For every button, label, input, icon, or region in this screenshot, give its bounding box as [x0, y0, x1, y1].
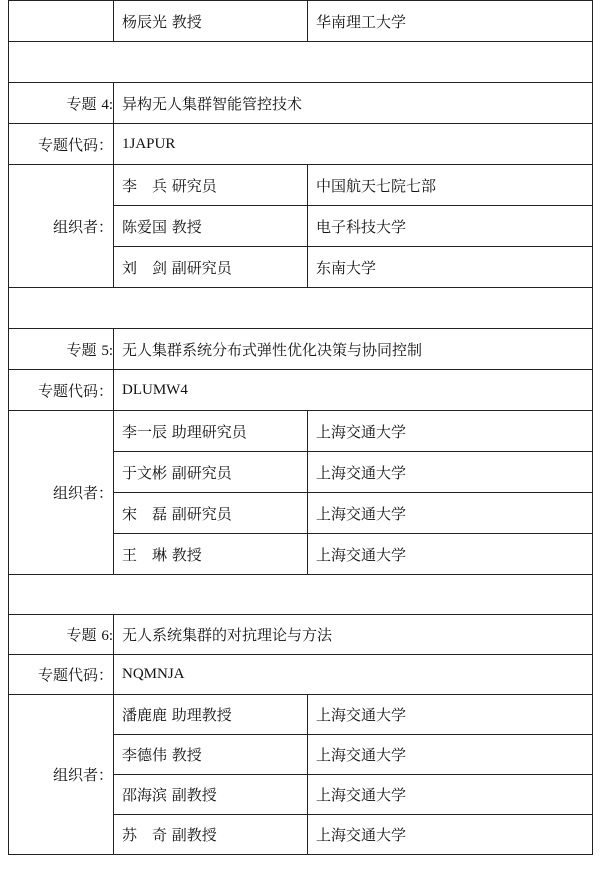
organizer-person: 于文彬 副研究员 — [114, 452, 308, 493]
organizer-org: 中国航天七院七部 — [308, 165, 593, 206]
organizer-table — [8, 0, 593, 855]
organizer-org: 电子科技大学 — [308, 206, 593, 247]
organizer-org: 华南理工大学 — [308, 1, 593, 42]
organizer-person: 王 琳 教授 — [114, 534, 308, 575]
organizer-org: 上海交通大学 — [308, 493, 593, 534]
organizer-person: 杨辰光 教授 — [114, 1, 308, 42]
topic-code-row — [9, 124, 593, 165]
spacer-row — [9, 42, 593, 83]
topic-title: 无人集群系统分布式弹性优化决策与协同控制 — [114, 329, 593, 370]
organizer-org: 上海交通大学 — [308, 452, 593, 493]
organizers-label: 组织者： — [9, 695, 114, 855]
organizer-org: 上海交通大学 — [308, 695, 593, 735]
empty-label-cell — [9, 1, 114, 42]
organizers-label: 组织者： — [9, 165, 114, 288]
organizer-person: 李 兵 研究员 — [114, 165, 308, 206]
organizer-person: 苏 奇 副教授 — [114, 815, 308, 855]
spacer-row — [9, 575, 593, 615]
table-row — [9, 695, 593, 735]
code-label: 专题代码： — [9, 370, 114, 411]
organizer-person: 陈爱国 教授 — [114, 206, 308, 247]
organizer-person: 宋 磊 副研究员 — [114, 493, 308, 534]
topic-code: NQMNJA — [114, 655, 593, 695]
topic-code: 1JAPUR — [114, 124, 593, 165]
topic-title-row — [9, 615, 593, 655]
topic-title: 无人系统集群的对抗理论与方法 — [114, 615, 593, 655]
topic-title: 异构无人集群智能管控技术 — [114, 83, 593, 124]
code-label: 专题代码： — [9, 655, 114, 695]
organizer-org: 上海交通大学 — [308, 735, 593, 775]
organizer-person: 潘鹿鹿 助理教授 — [114, 695, 308, 735]
topic-code: DLUMW4 — [114, 370, 593, 411]
spacer-row — [9, 288, 593, 329]
topic-label: 专题 6: — [9, 615, 114, 655]
organizer-person: 邵海滨 副教授 — [114, 775, 308, 815]
organizer-org: 上海交通大学 — [308, 815, 593, 855]
table-row — [9, 411, 593, 452]
code-label: 专题代码： — [9, 124, 114, 165]
table-row — [9, 1, 593, 42]
organizer-org: 上海交通大学 — [308, 775, 593, 815]
organizer-person: 李一辰 助理研究员 — [114, 411, 308, 452]
table-row — [9, 165, 593, 206]
topic-code-row — [9, 370, 593, 411]
organizer-org: 东南大学 — [308, 247, 593, 288]
topic-label: 专题 4: — [9, 83, 114, 124]
topic-title-row — [9, 83, 593, 124]
topic-code-row — [9, 655, 593, 695]
topic-title-row — [9, 329, 593, 370]
topic-label: 专题 5: — [9, 329, 114, 370]
organizer-org: 上海交通大学 — [308, 534, 593, 575]
organizer-person: 刘 剑 副研究员 — [114, 247, 308, 288]
organizers-label: 组织者： — [9, 411, 114, 575]
organizer-person: 李德伟 教授 — [114, 735, 308, 775]
organizer-org: 上海交通大学 — [308, 411, 593, 452]
